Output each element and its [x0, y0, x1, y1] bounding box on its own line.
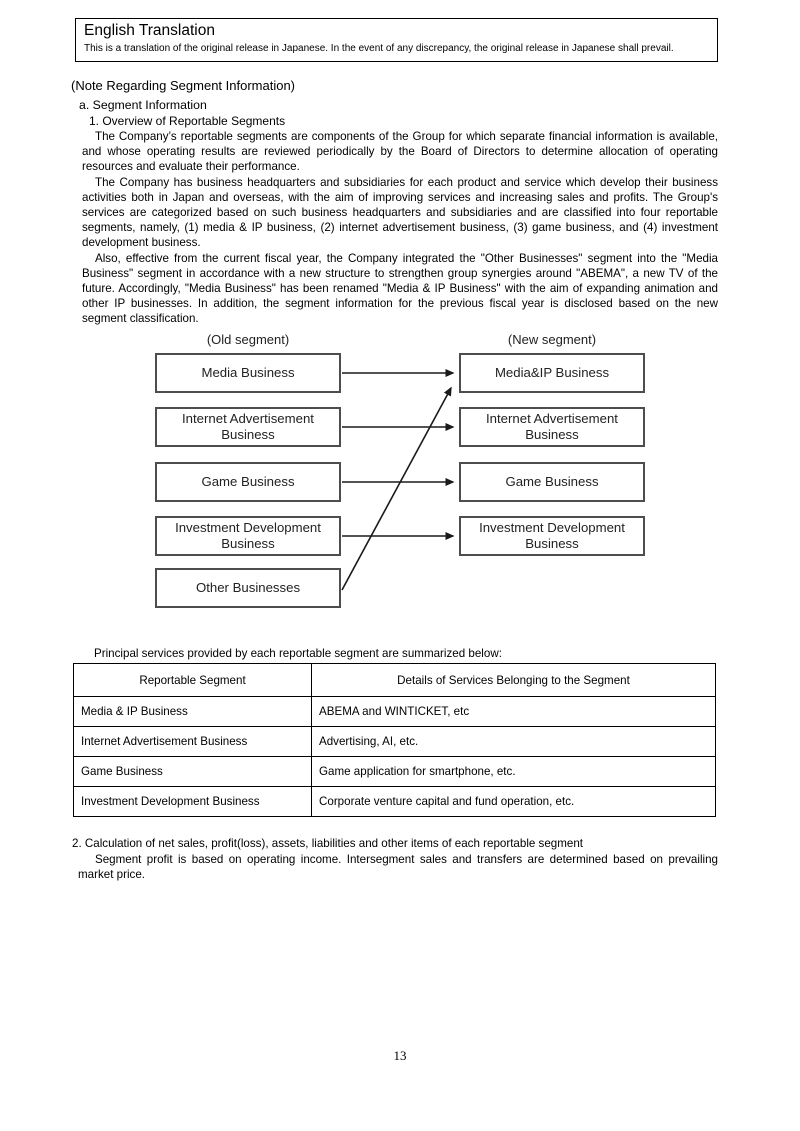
- table-row: [74, 757, 716, 787]
- new-box-game: Game Business: [459, 462, 645, 502]
- segment-reorg-diagram: [0, 332, 800, 614]
- arrow-other-to-mediaip: [342, 388, 451, 590]
- translation-notice-box: [75, 18, 718, 62]
- table-row: [74, 727, 716, 757]
- old-box-investment: Investment Development Business: [155, 516, 341, 556]
- table-header-row: [74, 664, 716, 697]
- table-row: [74, 697, 716, 727]
- old-box-internet-ad: Internet Advertisement Business: [155, 407, 341, 447]
- section-2-body: [78, 852, 718, 883]
- new-box-media-ip: Media&IP Business: [459, 353, 645, 393]
- cell-details: ABEMA and WINTICKET, etc: [312, 697, 716, 727]
- old-segment-label: (Old segment): [206, 332, 290, 347]
- diagram-arrows: [0, 332, 800, 614]
- old-box-other: Other Businesses: [155, 568, 341, 608]
- paragraph-3: Also, effective from the current fiscal year, the Company integrated the "Other Businesses" segment into the "Media Business" segment in accordance with a new structure to strengthen group synergies around "ABEMA", a new TV of the future. Accordingly, "Media Business" has been renamed "Media & IP Business" with the aim of expanding animation and other IP businesses. In addition, the segment information for the previous fiscal year is disclosed based on the new segment classification.: [82, 251, 718, 326]
- old-box-media: Media Business: [155, 353, 341, 393]
- translation-disclaimer: This is a translation of the original release in Japanese. In the event of any discrepancy, the original release in Japanese shall prevail.: [84, 43, 674, 54]
- section-1-heading: 1. Overview of Reportable Segments: [89, 114, 286, 128]
- new-box-internet-ad: Internet Advertisement Business: [459, 407, 645, 447]
- overview-paragraphs: [82, 129, 718, 327]
- header-reportable-segment: Reportable Segment: [74, 664, 312, 697]
- section-a-heading: a. Segment Information: [79, 98, 207, 112]
- cell-details: Corporate venture capital and fund operation, etc.: [312, 787, 716, 817]
- table-row: [74, 787, 716, 817]
- new-segment-label: (New segment): [507, 332, 597, 347]
- cell-details: Game application for smartphone, etc.: [312, 757, 716, 787]
- new-box-investment: Investment Development Business: [459, 516, 645, 556]
- old-box-game: Game Business: [155, 462, 341, 502]
- cell-details: Advertising, AI, etc.: [312, 727, 716, 757]
- paragraph-1: The Company’s reportable segments are components of the Group for which separate financial information is available, and whose operating results are reviewed periodically by the Board of Directors to determine allocation of operating resources and evaluate their performance.: [82, 130, 718, 174]
- page-number: 13: [393, 1048, 407, 1063]
- section-2-heading: 2. Calculation of net sales, profit(loss), assets, liabilities and other items of each reportable segment: [72, 837, 584, 850]
- note-heading: (Note Regarding Segment Information): [71, 78, 296, 93]
- cell-segment: Media & IP Business: [74, 697, 312, 727]
- translation-title: English Translation: [84, 22, 215, 39]
- services-table: [73, 663, 716, 817]
- header-service-details: Details of Services Belonging to the Segment: [312, 664, 716, 697]
- table-caption: Principal services provided by each reportable segment are summarized below:: [94, 647, 502, 660]
- cell-segment: Investment Development Business: [74, 787, 312, 817]
- cell-segment: Internet Advertisement Business: [74, 727, 312, 757]
- section-2-paragraph: Segment profit is based on operating income. Intersegment sales and transfers are determined based on prevailing market price.: [78, 853, 718, 882]
- paragraph-2: The Company has business headquarters and subsidiaries for each product and service which develop their business activities both in Japan and overseas, with the aim of improving services and increasing sales and profits. The Group's services are categorized based on such business headquarters and subsidiaries and are classified into four reportable segments, namely, (1) media & IP business, (2) internet advertisement business, (3) game business, and (4) investment development business.: [82, 175, 718, 250]
- cell-segment: Game Business: [74, 757, 312, 787]
